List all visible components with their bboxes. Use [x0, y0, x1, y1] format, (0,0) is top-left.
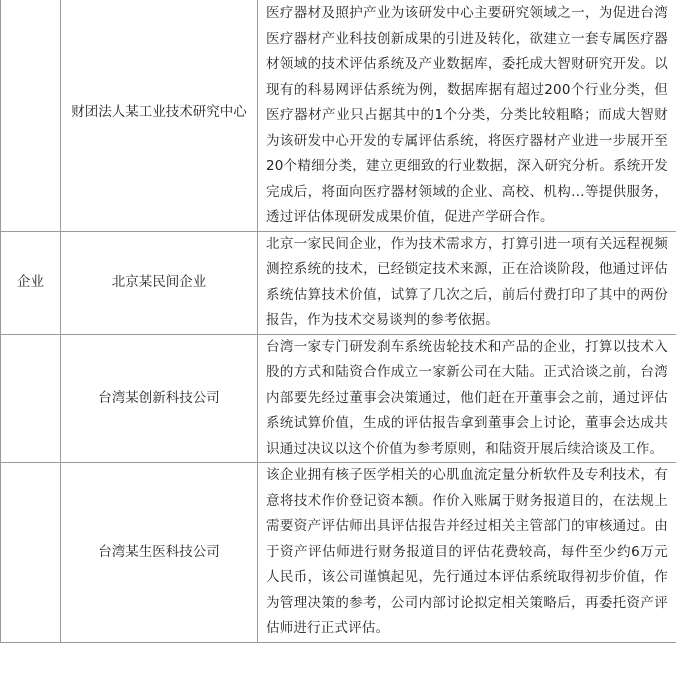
case-description: 医疗器材及照护产业为该研发中心主要研究领域之一，为促进台湾医疗器材产业科技创新成果的引进及转化，欲建立一套专属医疗器材领域的技术评估系统及产业数据库，委托成大智财研究开发。以现有的科易网评估系统为例，数据库据有超过200个行业分类，但医疗器材产业只占据其中的1个分类，分类比较粗略；而成大智财为该研发中心开发的专属评估系统，将医疗器材产业进一步展开至20个精细分类，建立更细致的行业数据，深入研究分析。系统开发完成后，将面向医疗器材领域的企业、高校、机构…等提供服务，透过评估体现研发成果价值，促进产学研合作。: [266, 5, 668, 225]
description-cell: [258, 0, 676, 231]
case-description: 台湾一家专门研发刹车系统齿轮技术和产品的企业，打算以技术入股的方式和陆资合作成立一家新公司在大陆。正式洽谈之前，台湾内部要先经过董事会决策通过，他们赶在开董事会之前，通过评估系统试算价值，生成的评估报告拿到董事会上讨论，董事会达成共识通过决议以这个价值为参考原则，和陆资开展后续洽谈及工作。: [266, 338, 668, 457]
description-cell: [258, 463, 676, 643]
description-cell: [258, 334, 676, 463]
organization-name: 北京某民间企业: [111, 273, 207, 290]
category-cell: [1, 463, 61, 643]
organization-cell: [61, 0, 258, 231]
case-description: 该企业拥有核子医学相关的心肌血流定量分析软件及专利技术，有意将技术作价登记资本额。作价入账属于财务报道目的，在法规上需要资产评估师出具评估报告并经过相关主管部门的审核通过。由于资产评估师进行财务报道目的评估花费较高，每件至少约6万元人民币，该公司谨慎起见，先行通过本评估系统取得初步价值，作为管理决策的参考，公司内部讨论拟定相关策略后，再委托资产评估师进行正式评估。: [266, 467, 668, 636]
organization-name: 财团法人某工业技术研究中心: [71, 104, 247, 120]
category-cell: [1, 0, 61, 231]
organization-name: 台湾某生医科技公司: [98, 543, 220, 560]
case-description: 北京一家民间企业，作为技术需求方，打算引进一项有关远程视频测控系统的技术，已经锁定技术来源，正在洽谈阶段，他通过评估系统估算技术价值，试算了几次之后，前后付费打印了其中的两份报告，作为技术交易谈判的参考依据。: [266, 235, 668, 328]
organization-cell: [61, 231, 258, 334]
organization-cell: [61, 334, 258, 463]
category-cell: [1, 334, 61, 463]
category-label: 企业: [17, 273, 44, 290]
table-row: [1, 231, 676, 334]
organization-name: 台湾某创新科技公司: [98, 389, 220, 406]
organization-cell: [61, 463, 258, 643]
table-row: [1, 463, 676, 643]
table-row: [1, 334, 676, 463]
category-cell: [1, 231, 61, 334]
description-cell: [258, 231, 676, 334]
table-row: [1, 0, 676, 231]
